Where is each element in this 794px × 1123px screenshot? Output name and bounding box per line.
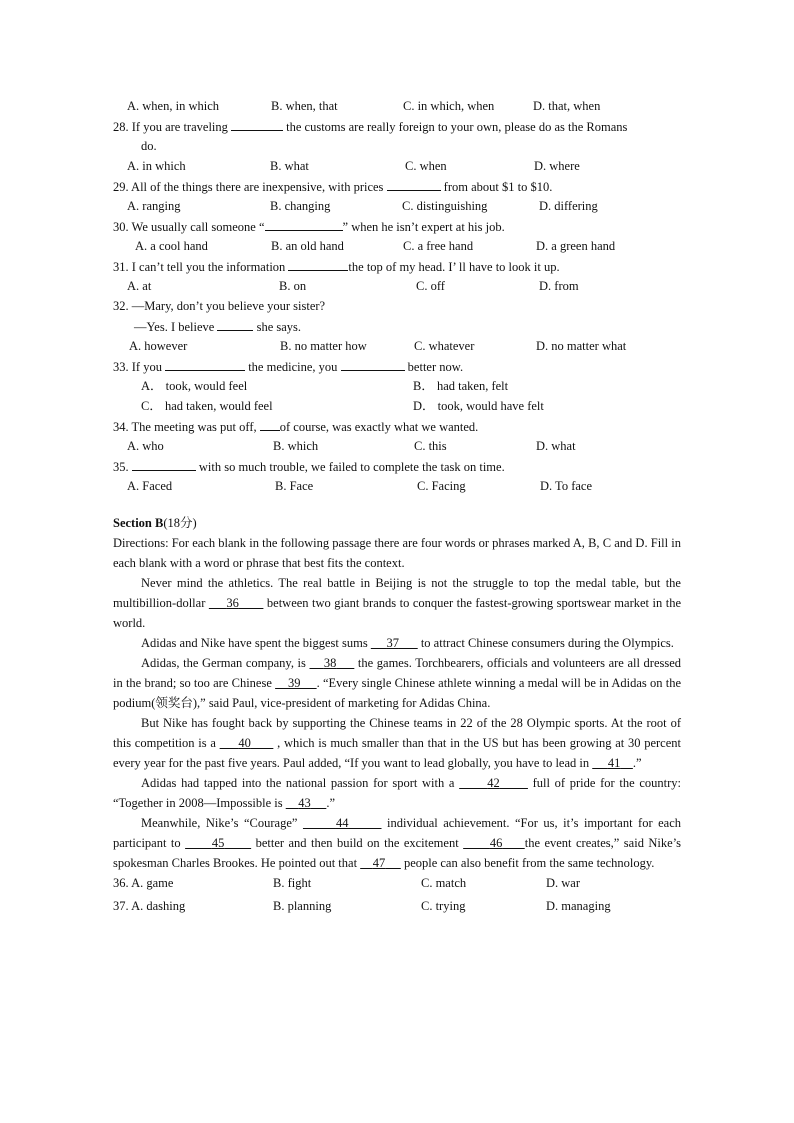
q32-option-b[interactable]: B. no matter how	[280, 339, 367, 353]
blank-37[interactable]: 37	[386, 636, 399, 650]
q34-option-c[interactable]: C. this	[414, 439, 447, 453]
q30-blank[interactable]	[265, 216, 343, 231]
q37-option-d[interactable]: D. managing	[546, 899, 611, 913]
blank-43[interactable]: 43	[298, 796, 311, 810]
q28-blank[interactable]	[231, 116, 283, 131]
q37-option-b[interactable]: B. planning	[273, 899, 332, 913]
q34-blank[interactable]	[260, 416, 280, 431]
q31-option-c[interactable]: C. off	[416, 279, 445, 293]
blank-44[interactable]: 44	[335, 816, 349, 830]
q35-stem: 35. with so much trouble, we failed to complete the task on time.	[113, 456, 681, 476]
q33-options-row2	[113, 396, 681, 416]
q33-option-c[interactable]: C． had taken, would feel	[141, 399, 273, 413]
q28-option-d[interactable]: D. where	[534, 159, 580, 173]
q36-option-d[interactable]: D. war	[546, 876, 581, 890]
q37-number-and-option-a[interactable]: 37. A. dashing	[113, 899, 186, 913]
q27-option-d[interactable]: D. that, when	[533, 99, 601, 113]
q27-options	[113, 96, 681, 116]
q35-option-a[interactable]: A. Faced	[127, 479, 173, 493]
q35-option-b[interactable]: B. Face	[275, 479, 314, 493]
passage-paragraph-6: Meanwhile, Nike’s “Courage” 44 individual achievement. “For us, it’s important for each participant to 45 better and then build on the excitement 46 the event creates,” said Nike’s spokesman Charles Brookes. He pointed out that 47 people can also benefit from the same technology.	[113, 816, 682, 870]
q28-option-c[interactable]: C. when	[405, 159, 447, 173]
q28-options	[113, 156, 681, 176]
q30-option-c[interactable]: C. a free hand	[403, 239, 474, 253]
section-b-title: Section B	[113, 516, 164, 530]
q28-option-b[interactable]: B. what	[270, 159, 309, 173]
q34-options	[113, 436, 681, 456]
section-b-score: (18分)	[163, 516, 197, 530]
section-b-directions: Directions: For each blank in the following passage there are four words or phrases marked A, B, C and D. Fill in each blank with a word or phrase that best fits the context.	[113, 536, 681, 570]
q29-stem: 29. All of the things there are inexpensive, with prices from about $1 to $10.	[113, 176, 681, 196]
q32-option-c[interactable]: C. whatever	[414, 339, 475, 353]
passage-paragraph-2: Adidas and Nike have spent the biggest sums 37 to attract Chinese consumers during the Olympics.	[141, 636, 674, 650]
q37-options	[113, 896, 681, 916]
q27-option-c[interactable]: C. in which, when	[403, 99, 495, 113]
q33-blank-1[interactable]	[165, 356, 245, 371]
q36-option-c[interactable]: C. match	[421, 876, 467, 890]
q29-options	[113, 196, 681, 216]
q32-stem-line1: 32. —Mary, don’t you believe your sister?	[113, 299, 326, 313]
blank-45[interactable]: 45	[211, 836, 225, 850]
q30-option-b[interactable]: B. an old hand	[271, 239, 344, 253]
q35-blank[interactable]	[132, 456, 196, 471]
q37-option-c[interactable]: C. trying	[421, 899, 466, 913]
q34-option-d[interactable]: D. what	[536, 439, 576, 453]
passage-paragraph-1: Never mind the athletics. The real battle in Beijing is not the struggle to top the medal table, but the multibillion-dollar 36 between two giant brands to conquer the fastest-growing sportswear market in the world.	[113, 576, 682, 630]
q28-option-a[interactable]: A. in which	[127, 159, 186, 173]
blank-41[interactable]: 41	[607, 756, 621, 770]
q35-options	[113, 476, 681, 496]
passage-paragraph-5: Adidas had tapped into the national passion for sport with a 42 full of pride for the country: “Together in 2008—Impossible is 43 .”	[113, 776, 682, 810]
q33-option-a[interactable]: A． took, would feel	[141, 379, 248, 393]
blank-46[interactable]: 46	[489, 836, 503, 850]
section-b-heading	[113, 513, 681, 533]
q33-blank-2[interactable]	[341, 356, 405, 371]
q33-options-row1	[113, 376, 681, 396]
q36-number-and-option-a[interactable]: 36. A. game	[113, 876, 174, 890]
blank-40[interactable]: 40	[238, 736, 251, 750]
q36-options	[113, 873, 681, 896]
q35-option-d[interactable]: D. To face	[540, 479, 592, 493]
blank-47[interactable]: 47	[372, 856, 386, 870]
q32-stem-line2: —Yes. I believe she says.	[113, 316, 681, 336]
q32-blank[interactable]	[217, 316, 253, 331]
blank-38[interactable]: 38	[323, 656, 337, 670]
q34-stem: 34. The meeting was put off, of course, was exactly what we wanted.	[113, 416, 681, 436]
q36-option-b[interactable]: B. fight	[273, 876, 312, 890]
q34-option-b[interactable]: B. which	[273, 439, 319, 453]
q32-option-a[interactable]: A. however	[129, 339, 188, 353]
passage-paragraph-3: Adidas, the German company, is 38 the games. Torchbearers, officials and volunteers are all dressed in the brand; so too are Chinese 39 . “Every single Chinese athlete winning a medal will be in Adidas on the podium(领奖台),” said Paul, vice-president of marketing for Adidas China.	[113, 656, 682, 710]
q32-options	[113, 336, 681, 356]
q32-option-d[interactable]: D. no matter what	[536, 339, 627, 353]
q31-option-a[interactable]: A. at	[127, 279, 152, 293]
q27-option-b[interactable]: B. when, that	[271, 99, 338, 113]
q29-option-b[interactable]: B. changing	[270, 199, 331, 213]
passage-paragraph-4: But Nike has fought back by supporting the Chinese teams in 22 of the 28 Olympic sports. At the root of this competition is a 40 , which is much smaller than that in the US but has been growing at 30 percent every year for the past five years. Paul added, “If you want to lead globally, you have to lead in 41 .”	[113, 716, 682, 770]
q33-option-b[interactable]: B． had taken, felt	[413, 379, 509, 393]
q33-stem: 33. If you the medicine, you better now.	[113, 356, 681, 376]
q31-option-b[interactable]: B. on	[279, 279, 307, 293]
exam-page	[113, 96, 681, 916]
q29-option-a[interactable]: A. ranging	[127, 199, 181, 213]
q35-option-c[interactable]: C. Facing	[417, 479, 466, 493]
q28-stem-cont: do.	[141, 139, 157, 153]
q30-option-a[interactable]: A. a cool hand	[135, 239, 208, 253]
blank-39[interactable]: 39	[288, 676, 301, 690]
q30-options	[113, 236, 681, 256]
blank-36[interactable]: 36	[226, 596, 239, 610]
q33-option-d[interactable]: D． took, would have felt	[413, 399, 544, 413]
q31-blank[interactable]	[288, 256, 348, 271]
q28-stem: 28. If you are traveling the customs are really foreign to your own, please do as the Romans	[113, 116, 681, 136]
q34-option-a[interactable]: A. who	[127, 439, 164, 453]
q29-option-c[interactable]: C. distinguishing	[402, 199, 488, 213]
blank-42[interactable]: 42	[487, 776, 500, 790]
q31-option-d[interactable]: D. from	[539, 279, 579, 293]
q29-option-d[interactable]: D. differing	[539, 199, 598, 213]
q30-stem: 30. We usually call someone “ ” when he isn’t expert at his job.	[113, 216, 681, 236]
q31-stem: 31. I can’t tell you the information the top of my head. I’ ll have to look it up.	[113, 256, 681, 276]
q27-option-a[interactable]: A. when, in which	[127, 99, 219, 113]
q29-blank[interactable]	[387, 176, 441, 191]
q31-options	[113, 276, 681, 296]
q30-option-d[interactable]: D. a green hand	[536, 239, 616, 253]
